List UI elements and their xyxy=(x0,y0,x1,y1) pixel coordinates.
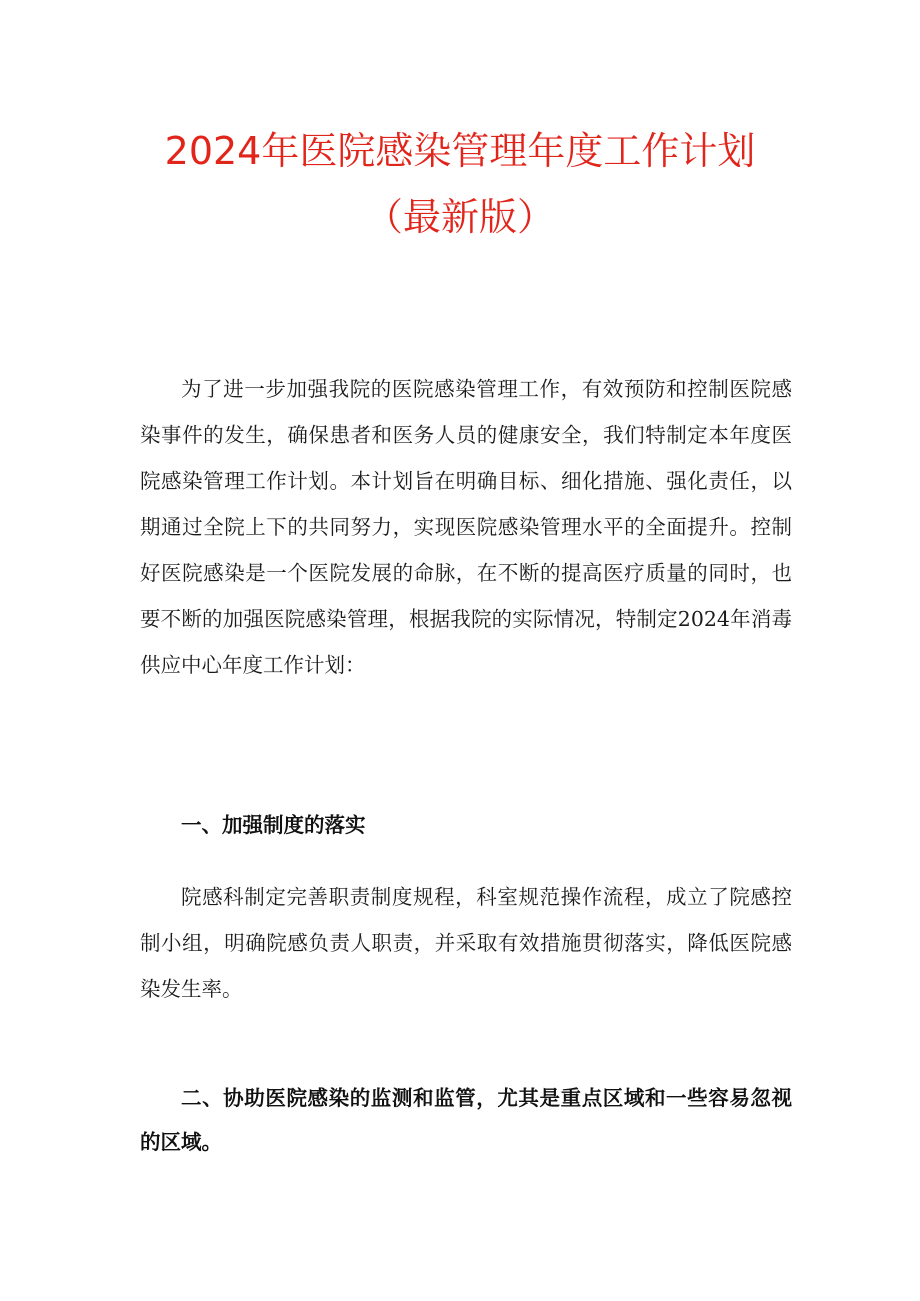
document-title: 2024年医院感染管理年度工作计划 xyxy=(164,129,756,173)
section-two-heading: 二、协助医院感染的监测和监管，尤其是重点区域和一些容易忽视的区域。 xyxy=(140,1086,792,1154)
intro-paragraph: 为了进一步加强我院的医院感染管理工作，有效预防和控制医院感染事件的发生，确保患者和医务人员的健康安全，我们特制定本年度医院感染管理工作计划。本计划旨在明确目标、细化措施、强化责任，以期通过全院上下的共同努力，实现医院感染管理水平的全面提升。控制好医院感染是一个医院发展的命脉，在不断的提高医疗质量的同时，也要不断的加强医院感染管理，根据我院的实际情况，特制定2024年消毒供应中心年度工作计划： xyxy=(140,377,792,677)
section-one-body: 院感科制定完善职责制度规程，科室规范操作流程，成立了院感控制小组，明确院感负责人职责，并采取有效措施贯彻落实，降低医院感染发生率。 xyxy=(140,885,792,1001)
section-one-heading: 一、加强制度的落实 xyxy=(181,813,366,837)
document-subtitle: （最新版） xyxy=(364,195,555,239)
